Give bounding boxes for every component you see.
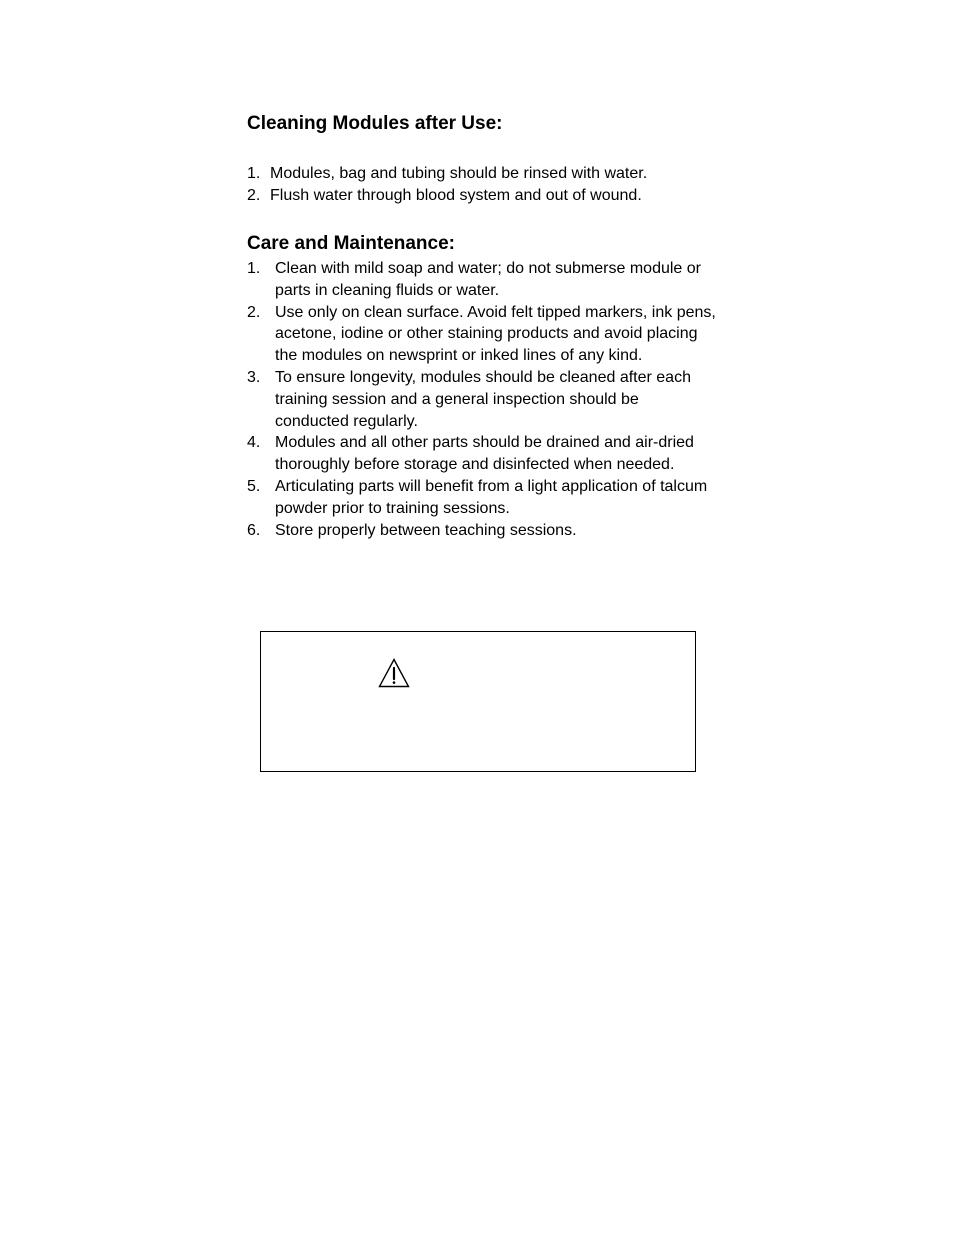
list-item-number: 2. — [247, 303, 261, 321]
care-heading: Care and Maintenance: — [247, 233, 455, 254]
list-item-text: Clean with mild soap and water; do not submerse module or parts in cleaning fluids or water. — [275, 260, 701, 299]
list-item-number: 2. — [247, 186, 261, 204]
list-item-text: Use only on clean surface. Avoid felt tipped markers, ink pens, acetone, iodine or other staining products and avoid placing the modules on newsprint or inked lines of any kind. — [275, 303, 716, 365]
list-item-number: 1. — [247, 165, 261, 182]
warning-triangle-icon — [378, 658, 410, 688]
list-item-text: To ensure longevity, modules should be cleaned after each training session and a general inspection should be conducted regularly. — [275, 368, 691, 430]
list-item-number: 1. — [247, 260, 261, 277]
list-item — [247, 432, 717, 476]
list-item-text: Modules, bag and tubing should be rinsed with water. — [270, 165, 648, 182]
cleaning-list — [247, 163, 717, 207]
list-item — [247, 185, 717, 207]
list-item-number: 4. — [247, 434, 261, 452]
list-item-number: 5. — [247, 477, 261, 495]
list-item — [247, 476, 717, 520]
list-item-number: 3. — [247, 368, 261, 386]
list-item — [247, 520, 717, 542]
list-item — [247, 258, 717, 302]
list-item — [247, 163, 717, 185]
list-item-text: Articulating parts will benefit from a light application of talcum powder prior to training sessions. — [275, 477, 708, 517]
list-item-text: Flush water through blood system and out of wound. — [270, 186, 642, 204]
list-item — [247, 367, 717, 432]
list-item-number: 6. — [247, 521, 261, 539]
list-item — [247, 302, 717, 367]
list-item-text: Store properly between teaching sessions. — [275, 521, 577, 539]
care-list — [247, 258, 717, 541]
list-item-text: Modules and all other parts should be drained and air-dried thoroughly before storage and disinfected when needed. — [275, 434, 694, 474]
warning-box — [260, 631, 696, 772]
cleaning-heading: Cleaning Modules after Use: — [247, 113, 503, 134]
